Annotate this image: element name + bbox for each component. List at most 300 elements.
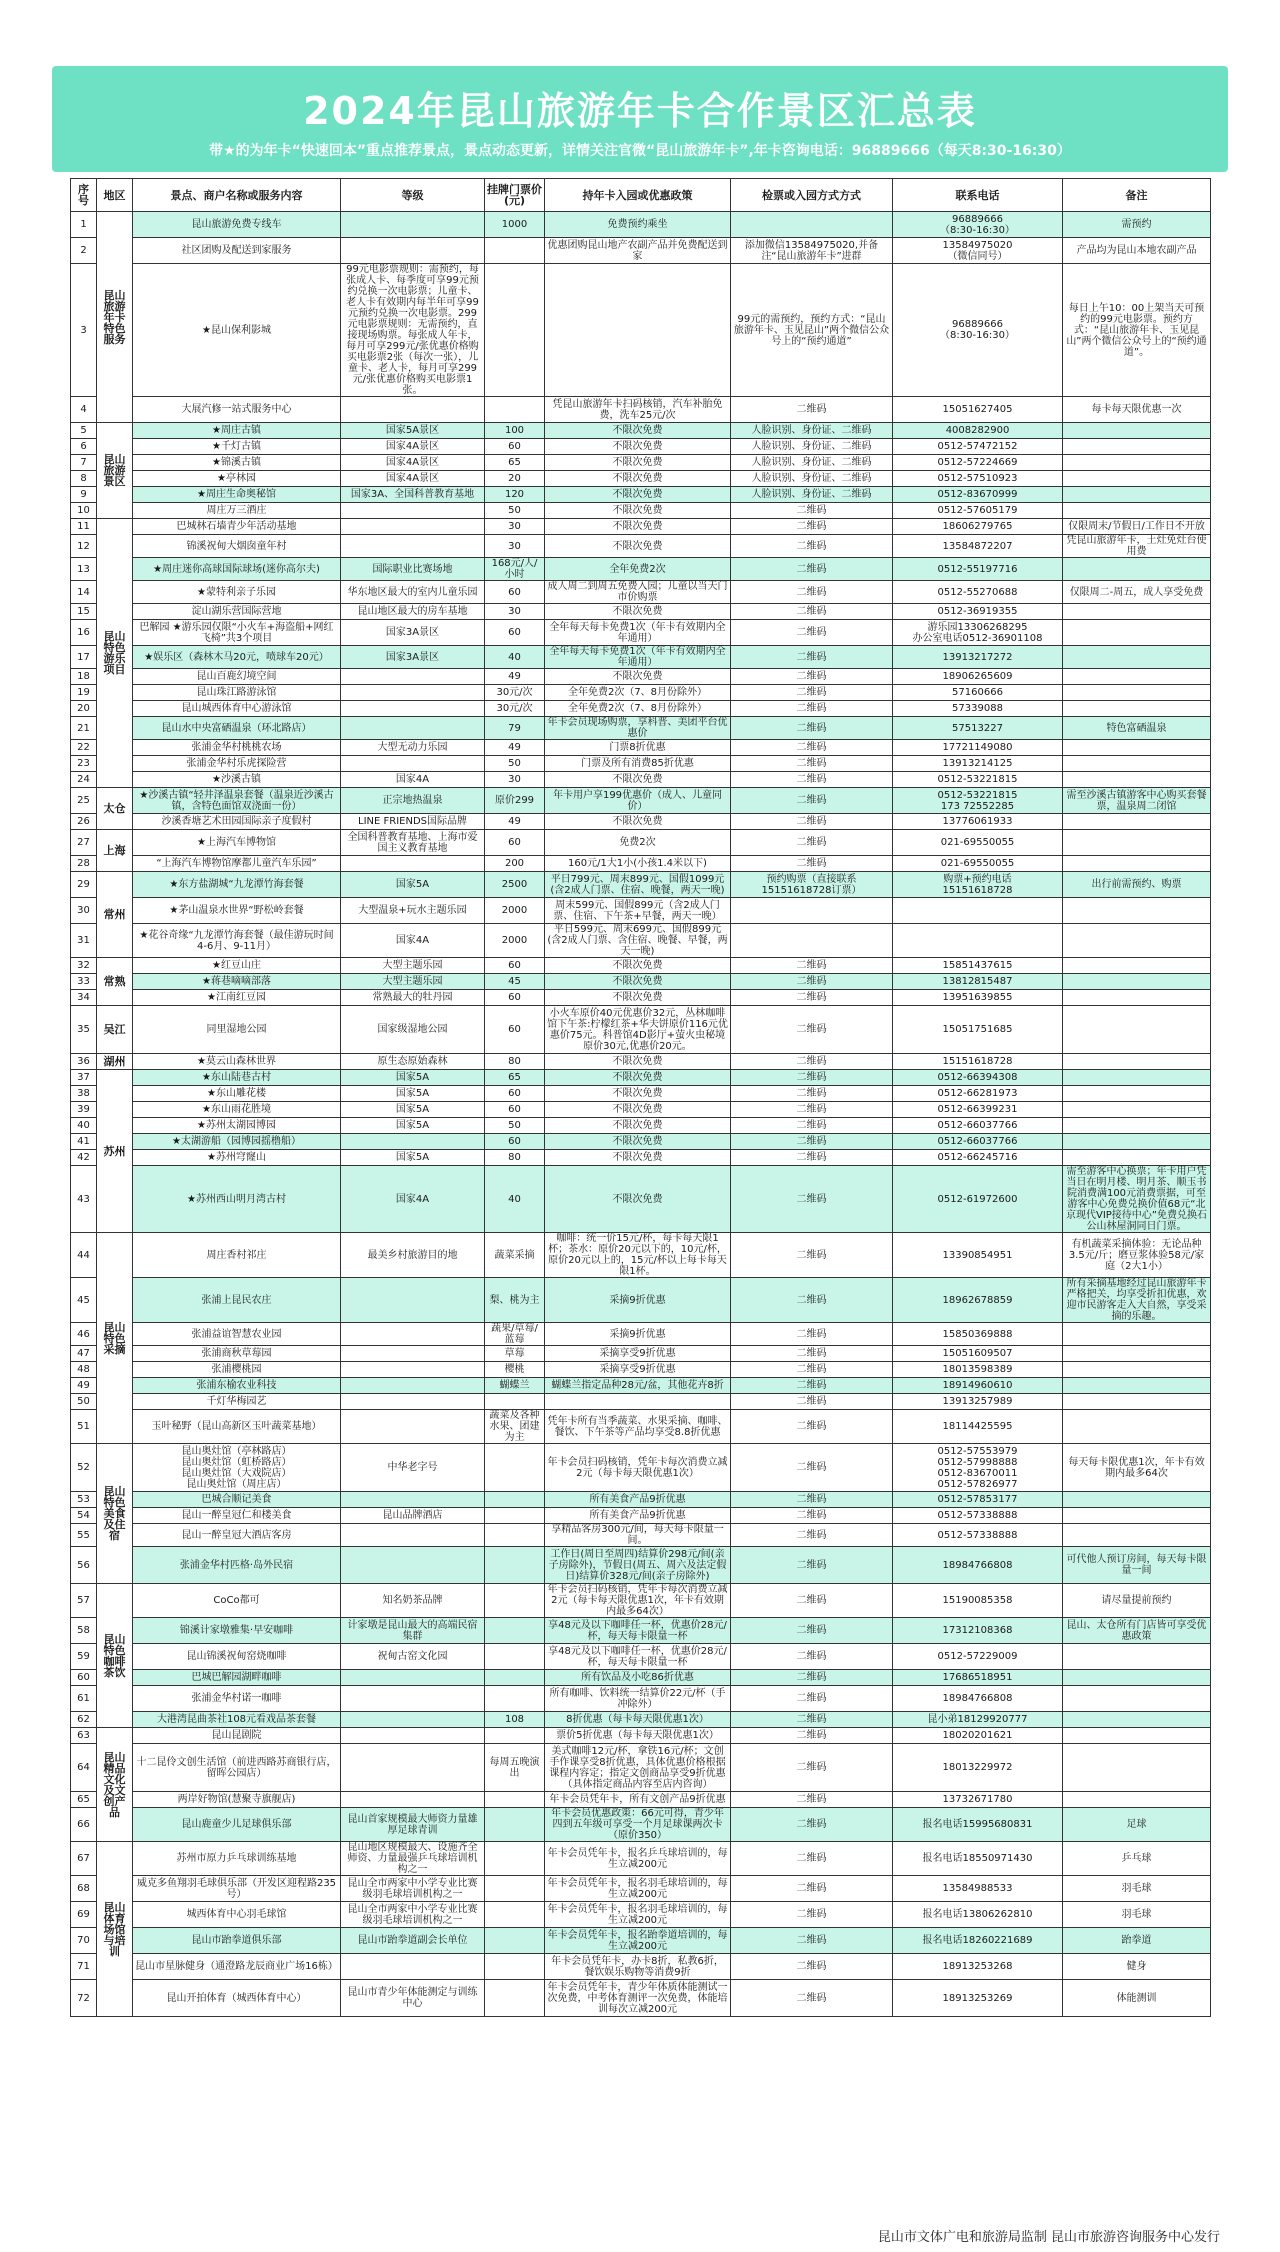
cell-name: ★千灯古镇 [133,439,341,455]
table-row [71,1876,1211,1902]
cell-phone: 15051609507 [893,1346,1063,1362]
cell-price [485,1954,545,1980]
table-row [71,1618,1211,1644]
page-title: 2024年昆山旅游年卡合作景区汇总表 [303,89,977,133]
region-label: 湖州 [97,1054,133,1070]
cell-name: 威克多鱼翔羽毛球俱乐部（开发区迎程路235号） [133,1876,341,1902]
table-row [71,814,1211,830]
cell-level: 国家3A景区 [341,620,485,646]
table-row [71,717,1211,740]
cell-no: 3 [71,264,97,397]
cell-no: 67 [71,1842,97,1876]
cell-name: 社区团购及配送到家服务 [133,238,341,264]
cell-check: 人脸识别、身份证、二维码 [731,423,893,439]
cell-price [485,238,545,264]
cell-check: 二维码 [731,1876,893,1902]
cell-name: 昆山开拍体育（城西体育中心） [133,1980,341,2017]
cell-price: 49 [485,814,545,830]
cell-check: 二维码 [731,1006,893,1054]
cell-name: 城西体育中心羽毛球馆 [133,1902,341,1928]
cell-note [1063,471,1211,487]
cell-check: 二维码 [731,558,893,581]
cell-check: 二维码 [731,1928,893,1954]
cell-level [341,1712,485,1728]
cell-check: 二维码 [731,1618,893,1644]
cell-price: 60 [485,1086,545,1102]
cell-price: 60 [485,1134,545,1150]
cell-price: 168元/人/小时 [485,558,545,581]
table-row [71,1070,1211,1086]
cell-no: 17 [71,646,97,669]
table-row [71,1954,1211,1980]
table-row [71,558,1211,581]
cell-check: 二维码 [731,646,893,669]
region-label: 常州 [97,872,133,958]
cell-policy: 不限次免费 [545,455,731,471]
cell-name: 张浦商秋草莓园 [133,1346,341,1362]
cell-policy: 所有美食产品9折优惠 [545,1492,731,1508]
cell-note [1063,558,1211,581]
cell-policy: 不限次免费 [545,535,731,558]
cell-check: 添加微信13584975020,并备注“昆山旅游年卡”进群 [731,238,893,264]
table-row [71,1547,1211,1584]
cell-price [485,1792,545,1808]
cell-note: 跆拳道 [1063,1928,1211,1954]
table-row [71,1394,1211,1410]
table-row [71,503,1211,519]
table-row [71,1166,1211,1233]
cell-policy: 年卡会员扫码核销，凭年卡每次消费立减2元（每卡每天限优惠1次，年卡有效期内最多64次） [545,1584,731,1618]
cell-name: ★蒙特利亲子乐园 [133,581,341,604]
cell-policy: 全年每天每卡免费1次（年卡有效期内全年通用） [545,620,731,646]
cell-level [341,1792,485,1808]
table-row [71,1712,1211,1728]
cell-price: 65 [485,1070,545,1086]
cell-name: 巴城合顺记美食 [133,1492,341,1508]
cell-phone: 13584988533 [893,1876,1063,1902]
cell-check: 二维码 [731,756,893,772]
cell-policy: 咖啡：统一价15元/杯，每卡每天限1杯；茶水：原价20元以下的，10元/杯，原价20元以上的，15元/杯以上每卡每天限1杯。 [545,1233,731,1278]
cell-note: 特色富硒温泉 [1063,717,1211,740]
cell-note [1063,503,1211,519]
cell-price: 30 [485,772,545,788]
cell-price [485,1876,545,1902]
cell-phone: 0512-57853177 [893,1492,1063,1508]
table-row [71,772,1211,788]
cell-no: 14 [71,581,97,604]
table-row [71,701,1211,717]
cell-price: 49 [485,740,545,756]
cell-level: 国际职业比赛场地 [341,558,485,581]
cell-phone: 报名电话15995680831 [893,1808,1063,1842]
cell-price [485,1842,545,1876]
cell-name: CoCo都可 [133,1584,341,1618]
table-row [71,1378,1211,1394]
cell-policy: 不限次免费 [545,1150,731,1166]
cell-phone: 18013229972 [893,1744,1063,1792]
cell-note [1063,1508,1211,1524]
cell-no: 9 [71,487,97,503]
cell-name: 同里湿地公园 [133,1006,341,1054]
cell-note: 仅限周二-周五，成人享受免费 [1063,581,1211,604]
cell-no: 21 [71,717,97,740]
cell-phone: 18606279765 [893,519,1063,535]
cell-name: 苏州市原力乒乓球训练基地 [133,1842,341,1876]
table-row [71,1524,1211,1547]
cell-price [485,1928,545,1954]
cell-no: 57 [71,1584,97,1618]
cell-no: 72 [71,1980,97,2017]
cell-no: 30 [71,898,97,924]
cell-level [341,1410,485,1444]
cell-level: 常熟最大的牡丹园 [341,990,485,1006]
cell-policy: 周末599元、国假899元（含2成人门票、住宿、下午茶+早餐，两天一晚） [545,898,731,924]
table-row [71,646,1211,669]
cell-phone: 0512-57553979 0512-57998888 0512-83670011 0512-57826977 [893,1444,1063,1492]
cell-check: 人脸识别、身份证、二维码 [731,487,893,503]
cell-policy: 采摘享受9折优惠 [545,1346,731,1362]
table-row [71,1233,1211,1278]
cell-level [341,1524,485,1547]
cell-no: 26 [71,814,97,830]
cell-price: 蔬菜采摘 [485,1233,545,1278]
cell-price: 30元/次 [485,685,545,701]
cell-note: 每日上午10：00上架当天可预约的99元电影票。预约方式：“昆山旅游年卡、玉见昆山”两个微信公众号上的“预约通道”。 [1063,264,1211,397]
cell-level: 国家3A、全国科普教育基地 [341,487,485,503]
cell-level: 计家墩是昆山最大的高端民宿集群 [341,1618,485,1644]
table-row [71,1118,1211,1134]
cell-check: 二维码 [731,1584,893,1618]
cell-price [485,397,545,423]
table-row [71,1006,1211,1054]
cell-level [341,503,485,519]
cell-check: 二维码 [731,1670,893,1686]
region-label: 苏州 [97,1070,133,1233]
cell-name: 张浦金华村匹格·岛外民宿 [133,1547,341,1584]
cell-no: 55 [71,1524,97,1547]
cell-name: 昆山昆剧院 [133,1728,341,1744]
cell-level [341,1728,485,1744]
cell-policy: 不限次免费 [545,772,731,788]
cell-note [1063,646,1211,669]
cell-check: 二维码 [731,1524,893,1547]
cell-no: 34 [71,990,97,1006]
cell-level [341,1134,485,1150]
cell-no: 11 [71,519,97,535]
cell-policy: 工作日(周日至周四)结算价298元/间(亲子房除外)，节假日(周五、周六及法定假日)结算价328元/间(亲子房除外) [545,1547,731,1584]
cell-price [485,1644,545,1670]
cell-policy: 凭年卡所有当季蔬菜、水果采摘、咖啡、餐饮、下午茶等产品均享受8.8折优惠 [545,1410,731,1444]
cell-level [341,212,485,238]
cell-price [485,1492,545,1508]
cell-no: 12 [71,535,97,558]
cell-price: 30 [485,535,545,558]
cell-price: 樱桃 [485,1362,545,1378]
cell-name: 昆山市星脉健身（通澄路龙辰商业广场16栋） [133,1954,341,1980]
cell-no: 58 [71,1618,97,1644]
cell-note [1063,958,1211,974]
cell-phone: 18984766808 [893,1547,1063,1584]
cell-name: 昆山奥灶馆（亭林路店） 昆山奥灶馆（虹桥路店） 昆山奥灶馆（大戏院店） 昆山奥灶馆（周庄店） [133,1444,341,1492]
cell-note [1063,1644,1211,1670]
cell-note: 每卡每天限优惠一次 [1063,397,1211,423]
cell-phone: 报名电话18550971430 [893,1842,1063,1876]
cell-policy: 全年免费2次（7、8月份除外） [545,685,731,701]
cell-note [1063,740,1211,756]
region-label: 昆山旅游景区 [97,423,133,519]
cell-phone: 0512-83670999 [893,487,1063,503]
cell-price [485,1508,545,1524]
cell-name: 张浦东榆农业科技 [133,1378,341,1394]
cell-policy [545,1394,731,1410]
cell-price: 1000 [485,212,545,238]
region-label: 昆山特色美食及住宿 [97,1444,133,1584]
cell-note: 足球 [1063,1808,1211,1842]
cell-check: 二维码 [731,701,893,717]
cell-price [485,1547,545,1584]
cell-level [341,669,485,685]
cell-price: 原价299 [485,788,545,814]
cell-note: 昆山、太仓所有门店皆可享受优惠政策 [1063,1618,1211,1644]
cell-phone: 18906265609 [893,669,1063,685]
table-row [71,1278,1211,1323]
cell-check: 二维码 [731,1134,893,1150]
table-row [71,1444,1211,1492]
table-row [71,397,1211,423]
cell-name: 昆山旅游免费专线车 [133,212,341,238]
cell-price: 蝴蝶兰 [485,1378,545,1394]
cell-check: 二维码 [731,1378,893,1394]
cell-level: 国家5A [341,1070,485,1086]
region-label: 昆山旅游年卡特色服务 [97,212,133,423]
cell-no: 44 [71,1233,97,1278]
cell-policy: 不限次免费 [545,439,731,455]
cell-no: 64 [71,1744,97,1792]
cell-price: 60 [485,620,545,646]
cell-check: 二维码 [731,669,893,685]
cell-check: 二维码 [731,1644,893,1670]
cell-level: 国家3A景区 [341,646,485,669]
cell-name: ★东山陆巷古村 [133,1070,341,1086]
cell-phone: 0512-53221815 [893,772,1063,788]
cell-price [485,1444,545,1492]
cell-level: 知名奶茶品牌 [341,1584,485,1618]
cell-price [485,1618,545,1644]
cell-name: 昆山一醉皇冠仁和楼美食 [133,1508,341,1524]
cell-phone: 57339088 [893,701,1063,717]
cell-policy: 不限次免费 [545,1102,731,1118]
cell-name: ★周庄生命奥秘馆 [133,487,341,503]
column-header: 持年卡入园或优惠政策 [545,179,731,212]
cell-name: ★花谷奇缘“九龙潭竹海套餐（最佳游玩时间4-6月、9-11月） [133,924,341,958]
cell-phone: 57513227 [893,717,1063,740]
cell-policy: 年卡会员凭年卡，青少年体质体能测试一次免费，中考体育测评一次免费，体能培训每次立减200元 [545,1980,731,2017]
cell-no: 36 [71,1054,97,1070]
cell-phone: 0512-57229009 [893,1644,1063,1670]
cell-phone: 13390854951 [893,1233,1063,1278]
cell-price [485,1670,545,1686]
cell-level [341,397,485,423]
table-row [71,471,1211,487]
cell-phone: 0512-57510923 [893,471,1063,487]
cell-name: 沙溪香塘艺术田园国际亲子度假村 [133,814,341,830]
cell-name: ★东山雕花楼 [133,1086,341,1102]
cell-policy: 年卡用户享199优惠价（成人、儿童同价） [545,788,731,814]
cell-level: 昆山市青少年体能测定与训练中心 [341,1980,485,2017]
cell-check: 二维码 [731,1394,893,1410]
cell-name: ★东方盐湖城“九龙潭竹海套餐 [133,872,341,898]
cell-name: 大港湾昆曲茶社108元看戏品茶套餐 [133,1712,341,1728]
table-row [71,1980,1211,2017]
cell-note: 乒乓球 [1063,1842,1211,1876]
cell-phone: 15051751685 [893,1006,1063,1054]
cell-level: 国家级湿地公园 [341,1006,485,1054]
cell-note [1063,1524,1211,1547]
cell-price: 每周五晚演出 [485,1744,545,1792]
cell-name: 千灯华梅园艺 [133,1394,341,1410]
cell-check: 二维码 [731,1166,893,1233]
cell-check: 二维码 [731,740,893,756]
cell-no: 18 [71,669,97,685]
cell-level [341,535,485,558]
cell-policy: 不限次免费 [545,669,731,685]
cell-level: 国家5A [341,1086,485,1102]
cell-name: ★苏州太湖园博园 [133,1118,341,1134]
cell-policy: 不限次免费 [545,1118,731,1134]
cell-no: 37 [71,1070,97,1086]
cell-policy: 年卡会员凭年卡，办卡8折，私教6折，餐饮娱乐购物等消费9折 [545,1954,731,1980]
cell-policy: 8折优惠（每卡每天限优惠1次） [545,1712,731,1728]
cell-name: ★娱乐区（森林木马20元，喷球车20元） [133,646,341,669]
table-row [71,1102,1211,1118]
table-row [71,685,1211,701]
cell-note: 体能测训 [1063,1980,1211,2017]
cell-note [1063,1086,1211,1102]
cell-no: 42 [71,1150,97,1166]
cell-phone: 13913214125 [893,756,1063,772]
cell-name: ★周庄迷你高球国际球场(迷你高尔夫) [133,558,341,581]
cell-phone: 4008282900 [893,423,1063,439]
cell-policy: 平日599元、周末699元、国假899元(含2成人门票、含住宿、晚餐、早餐，两天一晚) [545,924,731,958]
cell-name: 锦溪计家墩雅集·早安咖啡 [133,1618,341,1644]
column-header: 景点、商户名称或服务内容 [133,179,341,212]
cell-policy [545,264,731,397]
cell-level: 正宗地热温泉 [341,788,485,814]
cell-phone: 021-69550055 [893,830,1063,856]
cell-check: 二维码 [731,974,893,990]
cell-note [1063,604,1211,620]
cell-level: 国家4A景区 [341,439,485,455]
cell-check: 二维码 [731,581,893,604]
column-header: 地区 [97,179,133,212]
table-row [71,1728,1211,1744]
cell-check: 二维码 [731,1346,893,1362]
cell-check: 二维码 [731,1980,893,2017]
cell-no: 68 [71,1876,97,1902]
cell-name: ★昆山保利影城 [133,264,341,397]
table-row [71,1584,1211,1618]
table-row [71,1902,1211,1928]
cell-check: 二维码 [731,856,893,872]
cell-level: 大型无动力乐园 [341,740,485,756]
cell-no: 31 [71,924,97,958]
cell-note: 出行前需预约、购票 [1063,872,1211,898]
table-row [71,620,1211,646]
cell-phone: 13584872207 [893,535,1063,558]
cell-name: 张浦上昆民农庄 [133,1278,341,1323]
cell-level [341,1323,485,1346]
cell-note [1063,1728,1211,1744]
cell-policy: 年卡会员扫码核销，凭年卡每次消费立减2元（每卡每天限优惠1次） [545,1444,731,1492]
cell-check: 二维码 [731,1808,893,1842]
cell-phone: 0512-55197716 [893,558,1063,581]
cell-phone: 15851437615 [893,958,1063,974]
cell-policy: 免费预约乘坐 [545,212,731,238]
cell-policy: 年卡会员现场购票，享科普、美团平台优惠价 [545,717,731,740]
cell-check: 二维码 [731,772,893,788]
cell-price: 60 [485,958,545,974]
cell-no: 41 [71,1134,97,1150]
cell-policy: 年卡会员凭年卡，所有文创产品9折优惠 [545,1792,731,1808]
cell-policy: 年卡会员凭年卡，报名羽毛球培训的，每生立减200元 [545,1902,731,1928]
cell-name: 昆山水中央富硒温泉（环北路店） [133,717,341,740]
cell-phone: 17312108368 [893,1618,1063,1644]
cell-level: 昆山品牌酒店 [341,1508,485,1524]
cell-check: 二维码 [731,1728,893,1744]
cell-no: 32 [71,958,97,974]
cell-level: 昆山地区规模最大、设施齐全师资、力量最强乒乓球培训机构之一 [341,1842,485,1876]
cell-price: 45 [485,974,545,990]
cell-check: 人脸识别、身份证、二维码 [731,439,893,455]
cell-level [341,685,485,701]
cell-phone [893,924,1063,958]
cell-name: ★红豆山庄 [133,958,341,974]
cell-level: LINE FRIENDS国际品牌 [341,814,485,830]
cell-level: 大型温泉+玩水主题乐园 [341,898,485,924]
cell-level: 祝甸古窑文化园 [341,1644,485,1670]
cell-price [485,1686,545,1712]
table-row [71,924,1211,958]
cell-note [1063,924,1211,958]
cell-check: 二维码 [731,1323,893,1346]
cell-check: 二维码 [731,1842,893,1876]
cell-name: 巴城巴解园湖畔咖啡 [133,1670,341,1686]
cell-policy: 160元/1大1小(小孩1.4米以下) [545,856,731,872]
cell-level: 国家4A景区 [341,455,485,471]
cell-check: 二维码 [731,604,893,620]
cell-policy: 门票及所有消费85折优惠 [545,756,731,772]
cell-note [1063,1118,1211,1134]
cell-check: 人脸识别、身份证、二维码 [731,455,893,471]
table-row [71,1086,1211,1102]
cell-no: 62 [71,1712,97,1728]
cell-price [485,264,545,397]
cell-check: 二维码 [731,1508,893,1524]
cell-level: 国家4A景区 [341,471,485,487]
cell-no: 6 [71,439,97,455]
region-label: 常熟 [97,958,133,1006]
cell-note [1063,669,1211,685]
cell-check: 预约购票（直接联系15151618728订票） [731,872,893,898]
cell-name: ★亭林园 [133,471,341,487]
cell-check [731,212,893,238]
cell-name: “上海汽车博物馆摩都儿童汽车乐园” [133,856,341,872]
cell-price [485,1902,545,1928]
cell-name: ★太湖游船（园博园摇橹船） [133,1134,341,1150]
cell-no: 66 [71,1808,97,1842]
table-row [71,1346,1211,1362]
cell-price: 50 [485,1118,545,1134]
